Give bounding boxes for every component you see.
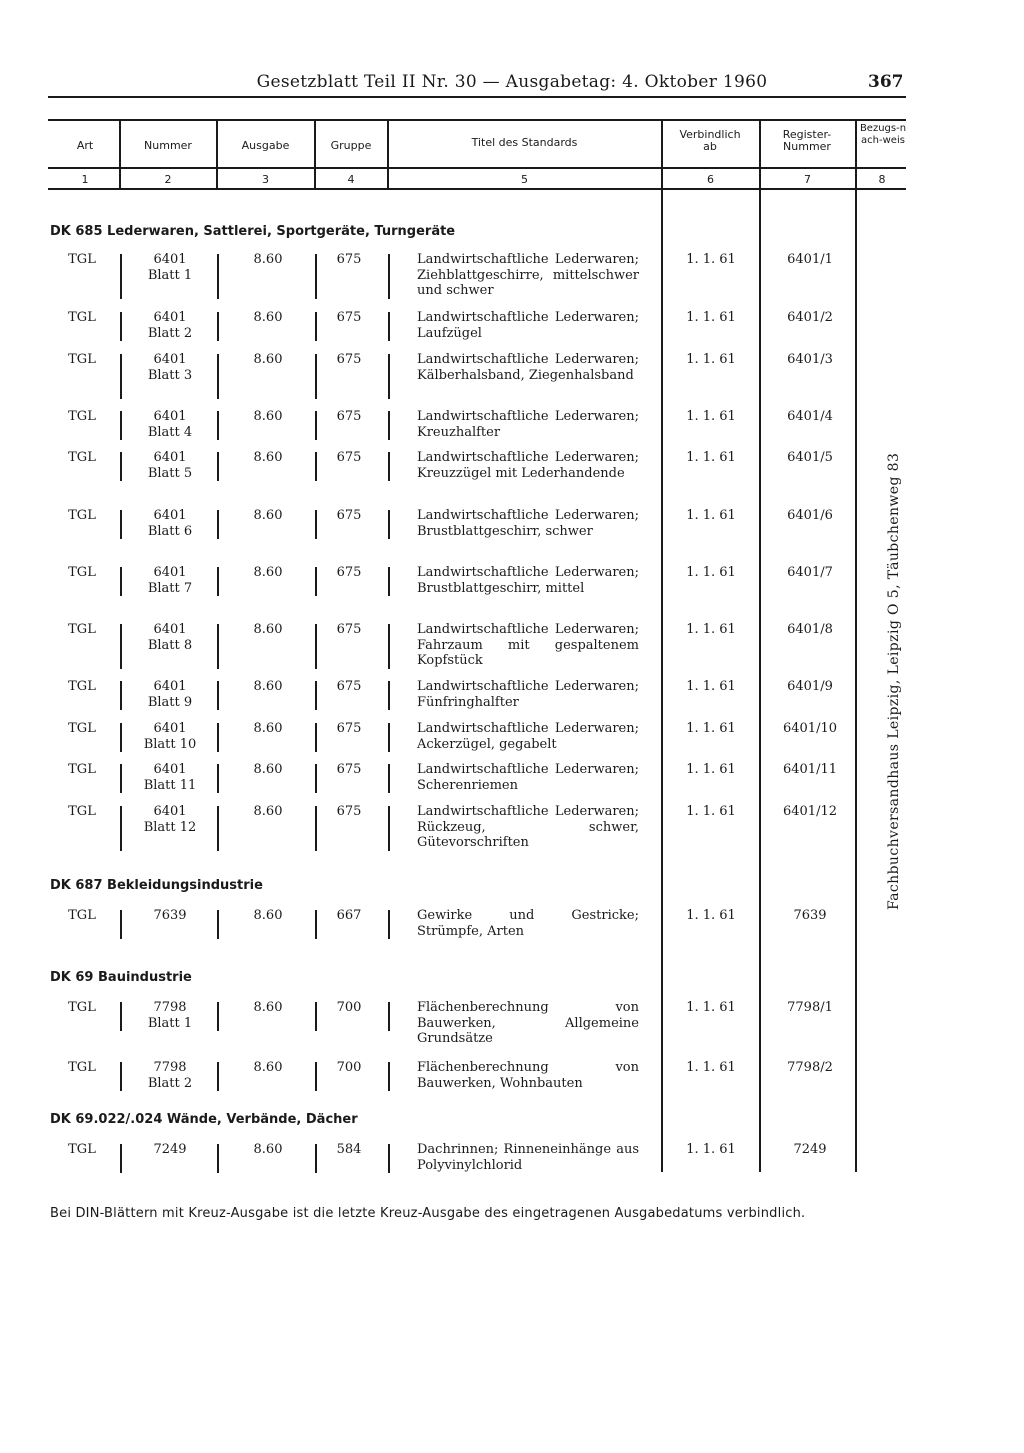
row-column-separator [388, 452, 390, 481]
cell-art: TGL [68, 310, 96, 325]
section-heading: DK 685 Lederwaren, Sattlerei, Sportgeräte, Turngeräte [50, 224, 456, 239]
cell-blatt: Blatt 5 [147, 465, 193, 481]
cell-titel: Gewirke und Gestricke; Strümpfe, Arten [417, 908, 639, 939]
cell-verbindlich: 1. 1. 61 [686, 450, 736, 465]
table-number-rule [48, 188, 906, 190]
row-column-separator [315, 254, 317, 299]
row-column-separator [388, 806, 390, 851]
row-column-separator [315, 567, 317, 596]
cell-register: 6401/2 [787, 310, 833, 325]
cell-register: 6401/12 [782, 804, 837, 819]
cell-gruppe: 675 [336, 450, 362, 465]
cell-register: 7249 [793, 1142, 827, 1157]
cell-gruppe: 700 [336, 1000, 362, 1015]
row-column-separator [315, 723, 317, 752]
cell-nummer: 6401 [153, 721, 187, 736]
cell-blatt: Blatt 3 [147, 367, 193, 383]
cell-nummer: 7798 [153, 1060, 187, 1075]
cell-art: TGL [68, 565, 96, 580]
cell-gruppe: 675 [336, 622, 362, 637]
row-column-separator [388, 567, 390, 596]
row-column-separator [120, 254, 122, 299]
row-column-separator [315, 1062, 317, 1091]
cell-titel: Landwirtschaftliche Lederwaren; Ziehblattgeschirre, mittelschwer und schwer [417, 252, 639, 298]
col-header-bezugsnachweis: Bezugs-nach-weis [859, 123, 907, 146]
cell-art: TGL [68, 622, 96, 637]
row-column-separator [388, 1002, 390, 1031]
cell-titel: Landwirtschaftliche Lederwaren; Fünfringhalfter [417, 679, 639, 710]
col-number: 7 [804, 173, 811, 186]
cell-gruppe: 675 [336, 762, 362, 777]
row-column-separator [217, 452, 219, 481]
cell-titel: Landwirtschaftliche Lederwaren; Kreuzhalfter [417, 409, 639, 440]
cell-ausgabe: 8.60 [253, 1000, 283, 1015]
cell-verbindlich: 1. 1. 61 [686, 721, 736, 736]
cell-blatt: Blatt 4 [147, 424, 193, 440]
section-heading: DK 69.022/.024 Wände, Verbände, Dächer [50, 1112, 358, 1127]
cell-nummer: 6401 [153, 622, 187, 637]
cell-blatt: Blatt 9 [147, 694, 193, 710]
cell-ausgabe: 8.60 [253, 622, 283, 637]
row-column-separator [217, 806, 219, 851]
col-header-ausgabe: Ausgabe [241, 139, 290, 152]
cell-gruppe: 675 [336, 508, 362, 523]
cell-register: 6401/1 [787, 252, 833, 267]
cell-verbindlich: 1. 1. 61 [686, 310, 736, 325]
row-column-separator [315, 354, 317, 399]
row-column-separator [120, 411, 122, 440]
cell-art: TGL [68, 1142, 96, 1157]
row-column-separator [217, 254, 219, 299]
cell-register: 6401/9 [787, 679, 833, 694]
section-heading: DK 69 Bauindustrie [50, 970, 192, 985]
cell-ausgabe: 8.60 [253, 908, 283, 923]
cell-nummer: 6401 [153, 352, 187, 367]
cell-titel: Landwirtschaftliche Lederwaren; Rückzeug, schwer, Gütevorschriften [417, 804, 639, 850]
cell-blatt: Blatt 2 [147, 325, 193, 341]
cell-register: 6401/5 [787, 450, 833, 465]
section-heading: DK 687 Bekleidungsindustrie [50, 878, 263, 893]
row-column-separator [315, 681, 317, 710]
row-column-separator [217, 624, 219, 669]
cell-ausgabe: 8.60 [253, 1060, 283, 1075]
row-column-separator [120, 452, 122, 481]
cell-blatt: Blatt 1 [147, 267, 193, 283]
page-header-title: Gesetzblatt Teil II Nr. 30 — Ausgabetag: 4. Oktober 1960 [256, 72, 768, 92]
row-column-separator [388, 1144, 390, 1173]
row-column-separator [120, 764, 122, 793]
cell-verbindlich: 1. 1. 61 [686, 508, 736, 523]
row-column-separator [120, 354, 122, 399]
row-column-separator [120, 1002, 122, 1031]
cell-gruppe: 675 [336, 804, 362, 819]
cell-art: TGL [68, 908, 96, 923]
cell-art: TGL [68, 1000, 96, 1015]
cell-gruppe: 584 [336, 1142, 362, 1157]
row-column-separator [217, 510, 219, 539]
cell-art: TGL [68, 450, 96, 465]
col-header-art: Art [76, 139, 94, 152]
cell-nummer: 6401 [153, 762, 187, 777]
row-column-separator [315, 1002, 317, 1031]
cell-ausgabe: 8.60 [253, 310, 283, 325]
cell-blatt: Blatt 1 [147, 1015, 193, 1031]
cell-blatt: Blatt 7 [147, 580, 193, 596]
cell-register: 7798/2 [787, 1060, 833, 1075]
cell-verbindlich: 1. 1. 61 [686, 622, 736, 637]
cell-blatt: Blatt 10 [143, 736, 197, 752]
row-column-separator [120, 1144, 122, 1173]
cell-ausgabe: 8.60 [253, 721, 283, 736]
cell-nummer: 6401 [153, 679, 187, 694]
row-column-separator [217, 723, 219, 752]
row-column-separator [315, 1144, 317, 1173]
row-column-separator [120, 806, 122, 851]
cell-art: TGL [68, 762, 96, 777]
cell-nummer: 6401 [153, 565, 187, 580]
col-header-gruppe: Gruppe [330, 139, 372, 152]
row-column-separator [388, 354, 390, 399]
row-column-separator [388, 411, 390, 440]
cell-verbindlich: 1. 1. 61 [686, 762, 736, 777]
row-column-separator [217, 681, 219, 710]
cell-gruppe: 675 [336, 352, 362, 367]
cell-gruppe: 675 [336, 721, 362, 736]
cell-gruppe: 675 [336, 409, 362, 424]
cell-verbindlich: 1. 1. 61 [686, 1142, 736, 1157]
cell-titel: Flächenberechnung von Bauwerken, Allgemeine Grundsätze [417, 1000, 639, 1046]
cell-blatt: Blatt 12 [143, 819, 197, 835]
cell-art: TGL [68, 508, 96, 523]
row-column-separator [388, 510, 390, 539]
col-number: 2 [164, 173, 172, 186]
cell-nummer: 7798 [153, 1000, 187, 1015]
cell-titel: Landwirtschaftliche Lederwaren; Kreuzzügel mit Lederhandende [417, 450, 639, 481]
row-column-separator [388, 910, 390, 939]
col7-full-sep [759, 119, 761, 1172]
cell-art: TGL [68, 804, 96, 819]
cell-verbindlich: 1. 1. 61 [686, 908, 736, 923]
cell-ausgabe: 8.60 [253, 762, 283, 777]
row-column-separator [120, 624, 122, 669]
footnote: Bei DIN-Blättern mit Kreuz-Ausgabe ist die letzte Kreuz-Ausgabe des eingetragenen Ausgabedatums verbindlich. [50, 1206, 806, 1221]
cell-nummer: 6401 [153, 508, 187, 523]
row-column-separator [315, 624, 317, 669]
row-column-separator [388, 681, 390, 710]
cell-ausgabe: 8.60 [253, 352, 283, 367]
cell-verbindlich: 1. 1. 61 [686, 252, 736, 267]
row-column-separator [315, 764, 317, 793]
header-rule [48, 96, 906, 98]
cell-titel: Landwirtschaftliche Lederwaren; Ackerzügel, gegabelt [417, 721, 639, 752]
cell-blatt: Blatt 11 [143, 777, 197, 793]
cell-titel: Flächenberechnung von Bauwerken, Wohnbauten [417, 1060, 639, 1091]
cell-nummer: 6401 [153, 252, 187, 267]
cell-titel: Landwirtschaftliche Lederwaren; Laufzügel [417, 310, 639, 341]
cell-titel: Landwirtschaftliche Lederwaren; Kälberhalsband, Ziegenhalsband [417, 352, 639, 383]
cell-register: 6401/3 [787, 352, 833, 367]
row-column-separator [388, 723, 390, 752]
row-column-separator [120, 1062, 122, 1091]
row-column-separator [315, 411, 317, 440]
cell-gruppe: 675 [336, 679, 362, 694]
row-column-separator [217, 567, 219, 596]
cell-register: 6401/10 [782, 721, 837, 736]
cell-nummer: 6401 [153, 310, 187, 325]
cell-nummer: 7639 [153, 908, 187, 923]
cell-ausgabe: 8.60 [253, 508, 283, 523]
row-column-separator [120, 681, 122, 710]
cell-ausgabe: 8.60 [253, 450, 283, 465]
row-column-separator [388, 624, 390, 669]
cell-verbindlich: 1. 1. 61 [686, 352, 736, 367]
cell-gruppe: 675 [336, 252, 362, 267]
cell-ausgabe: 8.60 [253, 252, 283, 267]
row-column-separator [388, 764, 390, 793]
cell-blatt: Blatt 6 [147, 523, 193, 539]
cell-art: TGL [68, 1060, 96, 1075]
col-number: 4 [347, 173, 355, 186]
cell-nummer: 7249 [153, 1142, 187, 1157]
col-number: 3 [262, 173, 269, 186]
row-column-separator [217, 1062, 219, 1091]
row-column-separator [120, 910, 122, 939]
cell-register: 6401/8 [787, 622, 833, 637]
row-column-separator [315, 312, 317, 341]
cell-titel: Landwirtschaftliche Lederwaren; Brustblattgeschirr, schwer [417, 508, 639, 539]
row-column-separator [388, 312, 390, 341]
row-column-separator [315, 806, 317, 851]
row-column-separator [217, 1002, 219, 1031]
col-number: 1 [81, 173, 89, 186]
row-column-separator [217, 764, 219, 793]
cell-nummer: 6401 [153, 450, 187, 465]
cell-art: TGL [68, 409, 96, 424]
row-column-separator [217, 910, 219, 939]
col-header-verbindlich: Verbindlich ab [679, 128, 741, 153]
cell-register: 6401/6 [787, 508, 833, 523]
cell-verbindlich: 1. 1. 61 [686, 804, 736, 819]
cell-verbindlich: 1. 1. 61 [686, 409, 736, 424]
table-header-rule [48, 167, 906, 169]
cell-gruppe: 675 [336, 565, 362, 580]
col-number: 8 [878, 173, 886, 186]
cell-titel: Dachrinnen; Rinneneinhänge aus Polyvinylchlorid [417, 1142, 639, 1173]
page-number: 367 [868, 72, 904, 92]
table-top-rule [48, 119, 906, 121]
row-column-separator [315, 452, 317, 481]
row-column-separator [120, 510, 122, 539]
cell-titel: Landwirtschaftliche Lederwaren; Fahrzaum mit gespaltenem Kopfstück [417, 622, 639, 668]
row-column-separator [217, 312, 219, 341]
cell-register: 6401/4 [787, 409, 833, 424]
cell-ausgabe: 8.60 [253, 409, 283, 424]
cell-verbindlich: 1. 1. 61 [686, 679, 736, 694]
row-column-separator [120, 723, 122, 752]
cell-gruppe: 675 [336, 310, 362, 325]
row-column-separator [120, 567, 122, 596]
cell-ausgabe: 8.60 [253, 565, 283, 580]
cell-titel: Landwirtschaftliche Lederwaren; Brustblattgeschirr, mittel [417, 565, 639, 596]
cell-gruppe: 700 [336, 1060, 362, 1075]
cell-verbindlich: 1. 1. 61 [686, 1000, 736, 1015]
col-header-nummer: Nummer [144, 139, 192, 152]
col-number: 6 [707, 173, 714, 186]
row-column-separator [217, 354, 219, 399]
row-column-separator [217, 1144, 219, 1173]
cell-ausgabe: 8.60 [253, 804, 283, 819]
cell-art: TGL [68, 252, 96, 267]
cell-blatt: Blatt 2 [147, 1075, 193, 1091]
col-header-register: Register-Nummer [782, 128, 832, 153]
cell-art: TGL [68, 679, 96, 694]
row-column-separator [388, 254, 390, 299]
cell-art: TGL [68, 352, 96, 367]
cell-verbindlich: 1. 1. 61 [686, 1060, 736, 1075]
col-number: 5 [521, 173, 528, 186]
cell-blatt: Blatt 8 [147, 637, 193, 653]
col6-full-sep [661, 119, 663, 1172]
cell-ausgabe: 8.60 [253, 679, 283, 694]
cell-nummer: 6401 [153, 409, 187, 424]
cell-titel: Landwirtschaftliche Lederwaren; Scherenriemen [417, 762, 639, 793]
row-column-separator [120, 312, 122, 341]
row-column-separator [388, 1062, 390, 1091]
bezugsnachweis-text: Fachbuchversandhaus Leipzig, Leipzig O 5, Täubchenweg 83 [886, 452, 902, 910]
cell-nummer: 6401 [153, 804, 187, 819]
cell-register: 6401/7 [787, 565, 833, 580]
cell-verbindlich: 1. 1. 61 [686, 565, 736, 580]
cell-register: 7798/1 [787, 1000, 833, 1015]
row-column-separator [315, 910, 317, 939]
row-column-separator [315, 510, 317, 539]
cell-gruppe: 667 [336, 908, 362, 923]
row-column-separator [217, 411, 219, 440]
cell-register: 6401/11 [782, 762, 837, 777]
cell-art: TGL [68, 721, 96, 736]
cell-ausgabe: 8.60 [253, 1142, 283, 1157]
col-header-titel: Titel des Standards [471, 136, 578, 149]
cell-register: 7639 [793, 908, 827, 923]
